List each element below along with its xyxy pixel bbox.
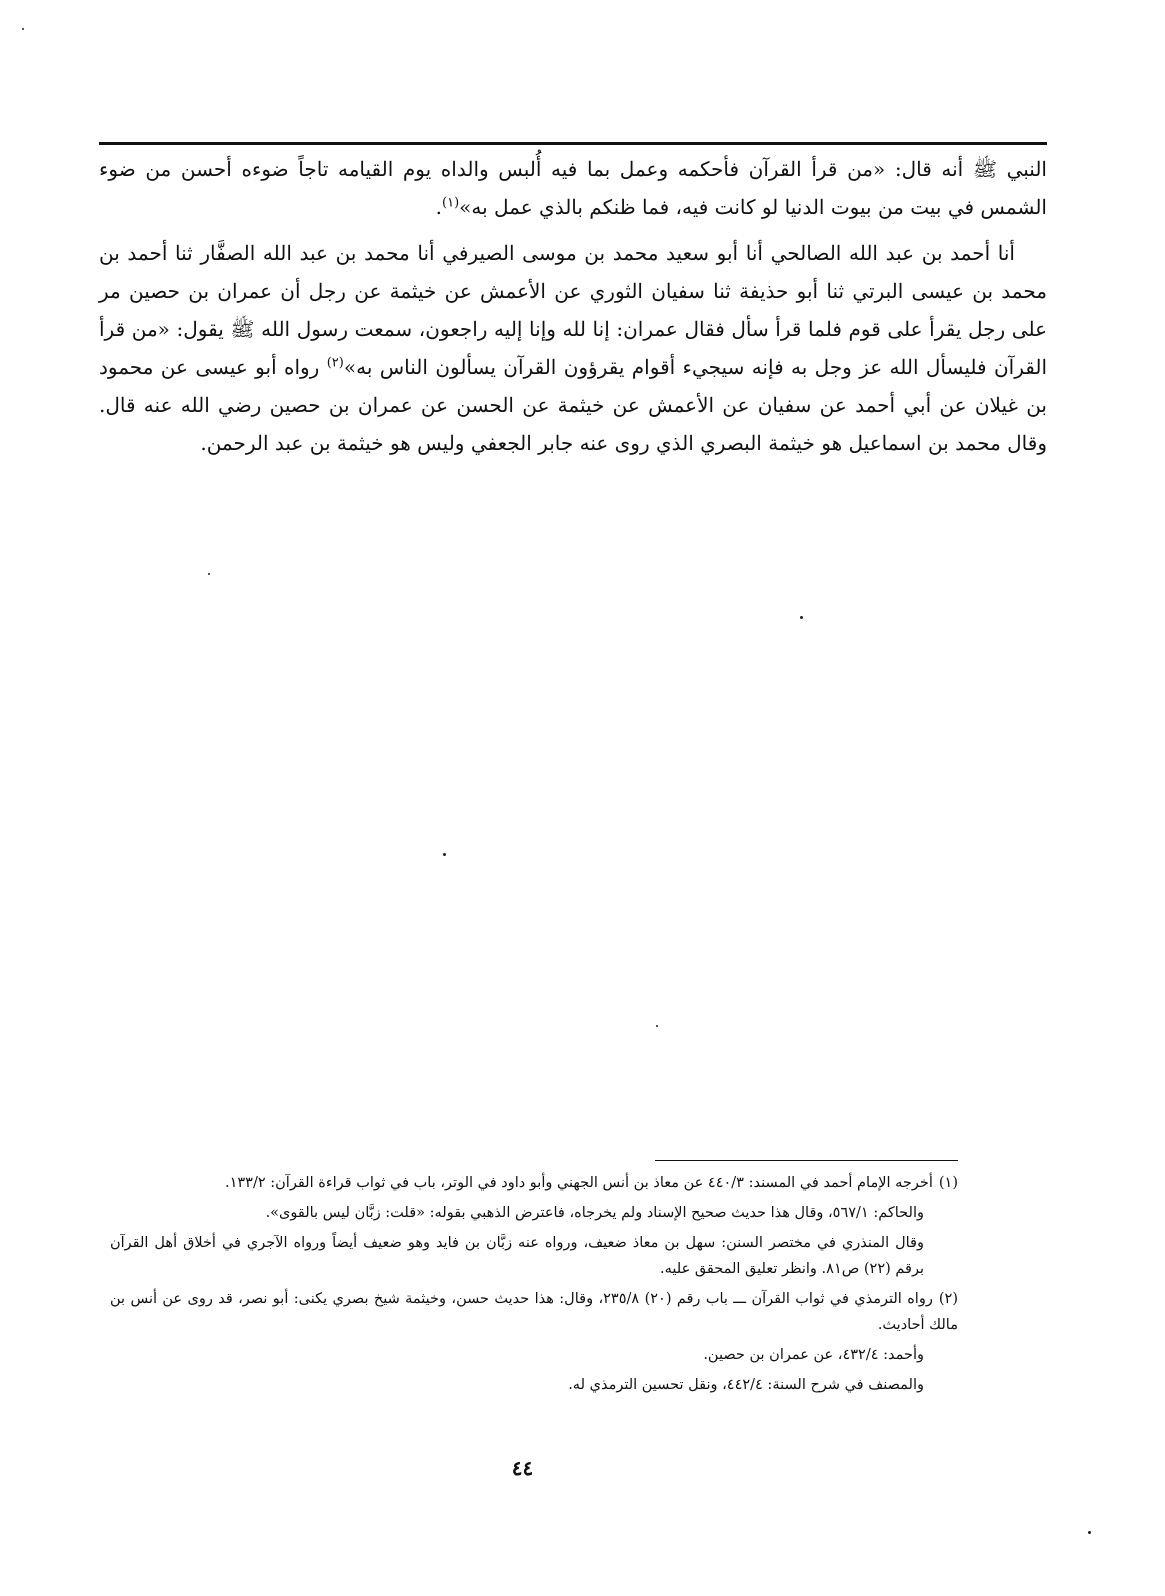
scan-speck: [656, 1025, 658, 1027]
scan-speck: [443, 853, 446, 856]
paragraph-1: النبي ﷺ أنه قال: «من قرأ القرآن فأحكمه وعمل بما فيه أُلبس والداه يوم القيامه تاجاً ضوءه أحسن من ضوء الشمس في بيت من بيوت الدنيا لو كانت فيه، فما ظنكم بالذي عمل به»$^{(١)}$.: [99, 157, 1047, 219]
footnote-1-mark: (١): [938, 1175, 958, 1191]
scan-speck: [22, 28, 24, 30]
footnote-2-line-1: (٢)رواه الترمذي في ثواب القرآن ـــ باب رقم (٢٠) ٢٣٥/٨، وقال: هذا حديث حسن، وخيثمة شيخ بصري يكنى: أبو نصر، قد روى عن أنس بن مالك أحاديث.: [110, 1286, 958, 1338]
scan-speck: [800, 616, 803, 619]
footnote-separator: [655, 1160, 958, 1161]
footnote-1-line-2: والحاكم: ٥٦٧/١، وقال هذا حديث صحيح الإسناد ولم يخرجاه، فاعترض الذهبي بقوله: «قلت: زبَّان ليس بالقوى».: [265, 1205, 924, 1221]
footnote-1-line-1: (١)أخرجه الإمام أحمد في المسند: ٤٤٠/٣ عن معاذ بن أنس الجهني وأبو داود في الوتر، باب في ثواب قراءة القرآن: ١٣٣/٢.: [110, 1170, 958, 1196]
scan-speck: [1088, 1531, 1091, 1534]
paragraph-2: أنا أحمد بن عبد الله الصالحي أنا أبو سعيد محمد بن موسى الصيرفي أنا محمد بن عبد الله الصفَّار ثنا أحمد بن محمد بن عيسى البرتي ثنا أبو حذيفة ثنا سفيان الثوري عن الأعمش عن خيثمة عن رجل أن عمران بن حصين مر على رجل يقرأ على قوم فلما قرأ سأل فقال عمران: إنا لله وإنا إليه راجعون، سمعت رسول الله ﷺ يقول: «من قرأ القرآن فليسأل الله عز وجل به فإنه سيجيء أقوام يقرؤون القرآن يسألون الناس به»$^{(٢)}$ رواه أبو عيسى عن محمود بن غيلان عن أبي أحمد عن سفيان عن الأعمش عن خيثمة عن الحسن عن عمران بن حصين رضي الله عنه قال. وقال محمد بن اسماعيل هو خيثمة البصري الذي روى عنه جابر الجعفي وليس هو خيثمة بن عبد الرحمن.: [99, 241, 1048, 455]
header-rule: [99, 142, 1047, 145]
footnotes: [110, 1170, 958, 1402]
page-number: ٤٤: [511, 1456, 534, 1480]
footnote-1-line-3: وقال المنذري في مختصر السنن: سهل بن معاذ ضعيف، ورواه عنه زبَّان بن فايد وهو ضعيف أيضاً ورواه الآجري في أخلاق أهل القرآن برقم (٢٢) ص٨١. وانظر تعليق المحقق عليه.: [110, 1235, 924, 1277]
scan-speck: [208, 573, 210, 575]
main-text: [99, 150, 1047, 470]
footnote-2-mark: (٢): [938, 1291, 958, 1307]
footnote-ref-2: (٢): [326, 355, 344, 371]
footnote-ref-1: (١): [442, 195, 460, 211]
footnote-2-line-2: وأحمد: ٤٣٢/٤، عن عمران بن حصين.: [703, 1347, 924, 1363]
footnote-2-line-3: والمصنف في شرح السنة: ٤٤٢/٤، ونقل تحسين الترمذي له.: [568, 1377, 924, 1393]
